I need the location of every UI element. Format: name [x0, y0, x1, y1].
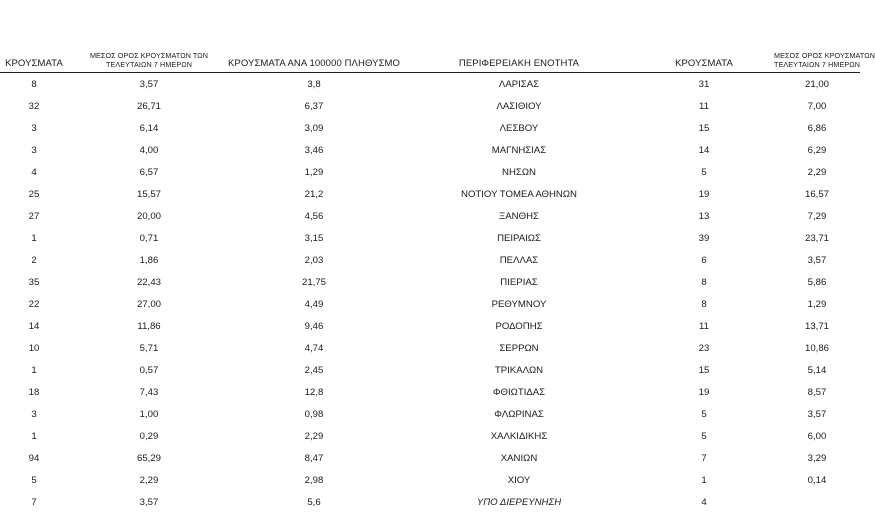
cell-region: ΛΑΣΙΘΙΟΥ	[404, 95, 634, 117]
cell-cases: 1	[0, 425, 74, 447]
cell-avg7: 22,43	[74, 271, 224, 293]
cell-per100k: 3,09	[224, 117, 404, 139]
table-row	[0, 403, 860, 425]
cell-region: ΧΑΛΚΙΔΙΚΗΣ	[404, 425, 634, 447]
cell-cases: 3	[0, 139, 74, 161]
cell-cases: 3	[0, 403, 74, 425]
cell-avg7-right: 13,71	[774, 315, 860, 337]
cell-avg7: 2,29	[74, 469, 224, 491]
cell-per100k: 4,56	[224, 205, 404, 227]
cell-cases: 5	[0, 469, 74, 491]
cell-per100k: 3,15	[224, 227, 404, 249]
cell-cases: 10	[0, 337, 74, 359]
cell-cases-right: 11	[634, 95, 774, 117]
cell-per100k: 21,75	[224, 271, 404, 293]
cell-cases: 32	[0, 95, 74, 117]
cell-avg7: 11,86	[74, 315, 224, 337]
cell-avg7: 3,57	[74, 491, 224, 513]
cell-avg7-right: 5,14	[774, 359, 860, 381]
header-avg7-right-line2: ΤΕΛΕΥΤΑΙΩΝ 7 ΗΜΕΡΩΝ	[774, 60, 860, 69]
header-per100k: ΚΡΟΥΣΜΑΤΑ ΑΝΑ 100000 ΠΛΗΘΥΣΜΟ	[224, 42, 404, 73]
table-row	[0, 381, 860, 403]
cell-region: ΝΟΤΙΟΥ ΤΟΜΕΑ ΑΘΗΝΩΝ	[404, 183, 634, 205]
cell-cases: 35	[0, 271, 74, 293]
cell-avg7-right	[774, 491, 860, 513]
cell-cases-right: 23	[634, 337, 774, 359]
cell-avg7: 65,29	[74, 447, 224, 469]
table-row	[0, 249, 860, 271]
table-row	[0, 425, 860, 447]
cell-avg7: 26,71	[74, 95, 224, 117]
cell-cases-right: 11	[634, 315, 774, 337]
cell-per100k: 1,29	[224, 161, 404, 183]
table-row	[0, 337, 860, 359]
cases-table	[0, 42, 860, 513]
cell-per100k: 8,47	[224, 447, 404, 469]
cell-avg7: 6,14	[74, 117, 224, 139]
cell-cases-right: 15	[634, 117, 774, 139]
cell-per100k: 2,98	[224, 469, 404, 491]
cell-per100k: 6,37	[224, 95, 404, 117]
cell-per100k: 9,46	[224, 315, 404, 337]
table-header-row	[0, 42, 860, 73]
cell-region: ΥΠΟ ΔΙΕΡΕΥΝΗΣΗ	[404, 491, 634, 513]
cell-avg7-right: 23,71	[774, 227, 860, 249]
cell-avg7: 0,29	[74, 425, 224, 447]
cell-cases: 18	[0, 381, 74, 403]
cell-avg7-right: 7,29	[774, 205, 860, 227]
cell-avg7-right: 3,57	[774, 249, 860, 271]
cell-avg7-right: 2,29	[774, 161, 860, 183]
cell-per100k: 2,03	[224, 249, 404, 271]
cell-cases: 4	[0, 161, 74, 183]
cell-per100k: 12,8	[224, 381, 404, 403]
header-avg7-right-line1: ΜΕΣΟΣ ΟΡΟΣ ΚΡΟΥΣΜΑΤΩΝ	[774, 51, 860, 60]
cell-region: ΜΑΓΝΗΣΙΑΣ	[404, 139, 634, 161]
cell-avg7: 5,71	[74, 337, 224, 359]
header-cases: ΚΡΟΥΣΜΑΤΑ	[0, 42, 74, 73]
cell-avg7: 15,57	[74, 183, 224, 205]
cell-avg7: 3,57	[74, 73, 224, 96]
table-row	[0, 227, 860, 249]
cell-cases-right: 7	[634, 447, 774, 469]
cell-avg7-right: 6,29	[774, 139, 860, 161]
cell-region: ΛΑΡΙΣΑΣ	[404, 73, 634, 96]
cell-region: ΝΗΣΩΝ	[404, 161, 634, 183]
cell-avg7-right: 1,29	[774, 293, 860, 315]
cell-per100k: 4,74	[224, 337, 404, 359]
cell-avg7: 27,00	[74, 293, 224, 315]
cell-cases: 3	[0, 117, 74, 139]
cell-region: ΠΕΙΡΑΙΩΣ	[404, 227, 634, 249]
cell-avg7-right: 3,29	[774, 447, 860, 469]
cell-avg7-right: 10,86	[774, 337, 860, 359]
cell-region: ΞΑΝΘΗΣ	[404, 205, 634, 227]
cell-region: ΣΕΡΡΩΝ	[404, 337, 634, 359]
table-row	[0, 359, 860, 381]
cell-region: ΠΕΛΛΑΣ	[404, 249, 634, 271]
table-row	[0, 447, 860, 469]
table-row	[0, 293, 860, 315]
cell-avg7: 1,00	[74, 403, 224, 425]
cell-cases: 25	[0, 183, 74, 205]
cell-region: ΡΟΔΟΠΗΣ	[404, 315, 634, 337]
cell-avg7: 4,00	[74, 139, 224, 161]
cell-cases-right: 15	[634, 359, 774, 381]
cell-per100k: 2,29	[224, 425, 404, 447]
cell-region: ΠΙΕΡΙΑΣ	[404, 271, 634, 293]
cell-cases-right: 19	[634, 381, 774, 403]
cell-avg7: 1,86	[74, 249, 224, 271]
cell-per100k: 4,49	[224, 293, 404, 315]
cell-region: ΧΑΝΙΩΝ	[404, 447, 634, 469]
cell-per100k: 2,45	[224, 359, 404, 381]
cell-per100k: 3,8	[224, 73, 404, 96]
table-row	[0, 271, 860, 293]
header-avg7-right	[774, 42, 860, 73]
cell-cases-right: 19	[634, 183, 774, 205]
cell-cases-right: 8	[634, 293, 774, 315]
cell-region: ΤΡΙΚΑΛΩΝ	[404, 359, 634, 381]
header-avg7-line1: ΜΕΣΟΣ ΟΡΟΣ ΚΡΟΥΣΜΑΤΩΝ ΤΩΝ	[74, 51, 224, 60]
table-row	[0, 95, 860, 117]
table-row	[0, 315, 860, 337]
header-cases-right: ΚΡΟΥΣΜΑΤΑ	[634, 42, 774, 73]
cell-avg7-right: 7,00	[774, 95, 860, 117]
table-row	[0, 205, 860, 227]
cell-avg7-right: 16,57	[774, 183, 860, 205]
cell-cases: 7	[0, 491, 74, 513]
cell-cases: 1	[0, 359, 74, 381]
header-avg7	[74, 42, 224, 73]
header-region: ΠΕΡΙΦΕΡΕΙΑΚΗ ΕΝΟΤΗΤΑ	[404, 42, 634, 73]
cell-region: ΦΘΙΩΤΙΔΑΣ	[404, 381, 634, 403]
cell-cases-right: 1	[634, 469, 774, 491]
cell-cases: 27	[0, 205, 74, 227]
table-row	[0, 139, 860, 161]
table-body	[0, 73, 860, 513]
cell-cases: 14	[0, 315, 74, 337]
cell-cases-right: 5	[634, 425, 774, 447]
cell-cases: 8	[0, 73, 74, 96]
cell-cases-right: 14	[634, 139, 774, 161]
cell-avg7: 0,57	[74, 359, 224, 381]
cell-avg7: 0,71	[74, 227, 224, 249]
cell-avg7: 7,43	[74, 381, 224, 403]
cell-region: ΧΙΟΥ	[404, 469, 634, 491]
table-row	[0, 469, 860, 491]
cell-cases: 22	[0, 293, 74, 315]
table-row	[0, 117, 860, 139]
cell-region: ΛΕΣΒΟΥ	[404, 117, 634, 139]
cell-per100k: 3,46	[224, 139, 404, 161]
table-row	[0, 161, 860, 183]
cell-avg7: 6,57	[74, 161, 224, 183]
cell-cases-right: 4	[634, 491, 774, 513]
cell-per100k: 5,6	[224, 491, 404, 513]
cell-cases-right: 31	[634, 73, 774, 96]
cell-region: ΡΕΘΥΜΝΟΥ	[404, 293, 634, 315]
cell-cases-right: 13	[634, 205, 774, 227]
table-row	[0, 491, 860, 513]
cell-cases-right: 8	[634, 271, 774, 293]
cell-avg7-right: 8,57	[774, 381, 860, 403]
cell-avg7-right: 6,00	[774, 425, 860, 447]
cell-region: ΦΛΩΡΙΝΑΣ	[404, 403, 634, 425]
cell-avg7: 20,00	[74, 205, 224, 227]
cell-cases-right: 5	[634, 403, 774, 425]
cell-cases: 1	[0, 227, 74, 249]
cell-avg7-right: 6,86	[774, 117, 860, 139]
table-row	[0, 183, 860, 205]
cell-avg7-right: 5,86	[774, 271, 860, 293]
cell-avg7-right: 21,00	[774, 73, 860, 96]
cell-cases: 94	[0, 447, 74, 469]
cell-per100k: 0,98	[224, 403, 404, 425]
cell-per100k: 21,2	[224, 183, 404, 205]
cell-avg7-right: 0,14	[774, 469, 860, 491]
cell-cases-right: 6	[634, 249, 774, 271]
cell-cases-right: 39	[634, 227, 774, 249]
cell-avg7-right: 3,57	[774, 403, 860, 425]
cell-cases: 2	[0, 249, 74, 271]
header-avg7-line2: ΤΕΛΕΥΤΑΙΩΝ 7 ΗΜΕΡΩΝ	[74, 60, 224, 69]
cell-cases-right: 5	[634, 161, 774, 183]
table-row	[0, 73, 860, 96]
